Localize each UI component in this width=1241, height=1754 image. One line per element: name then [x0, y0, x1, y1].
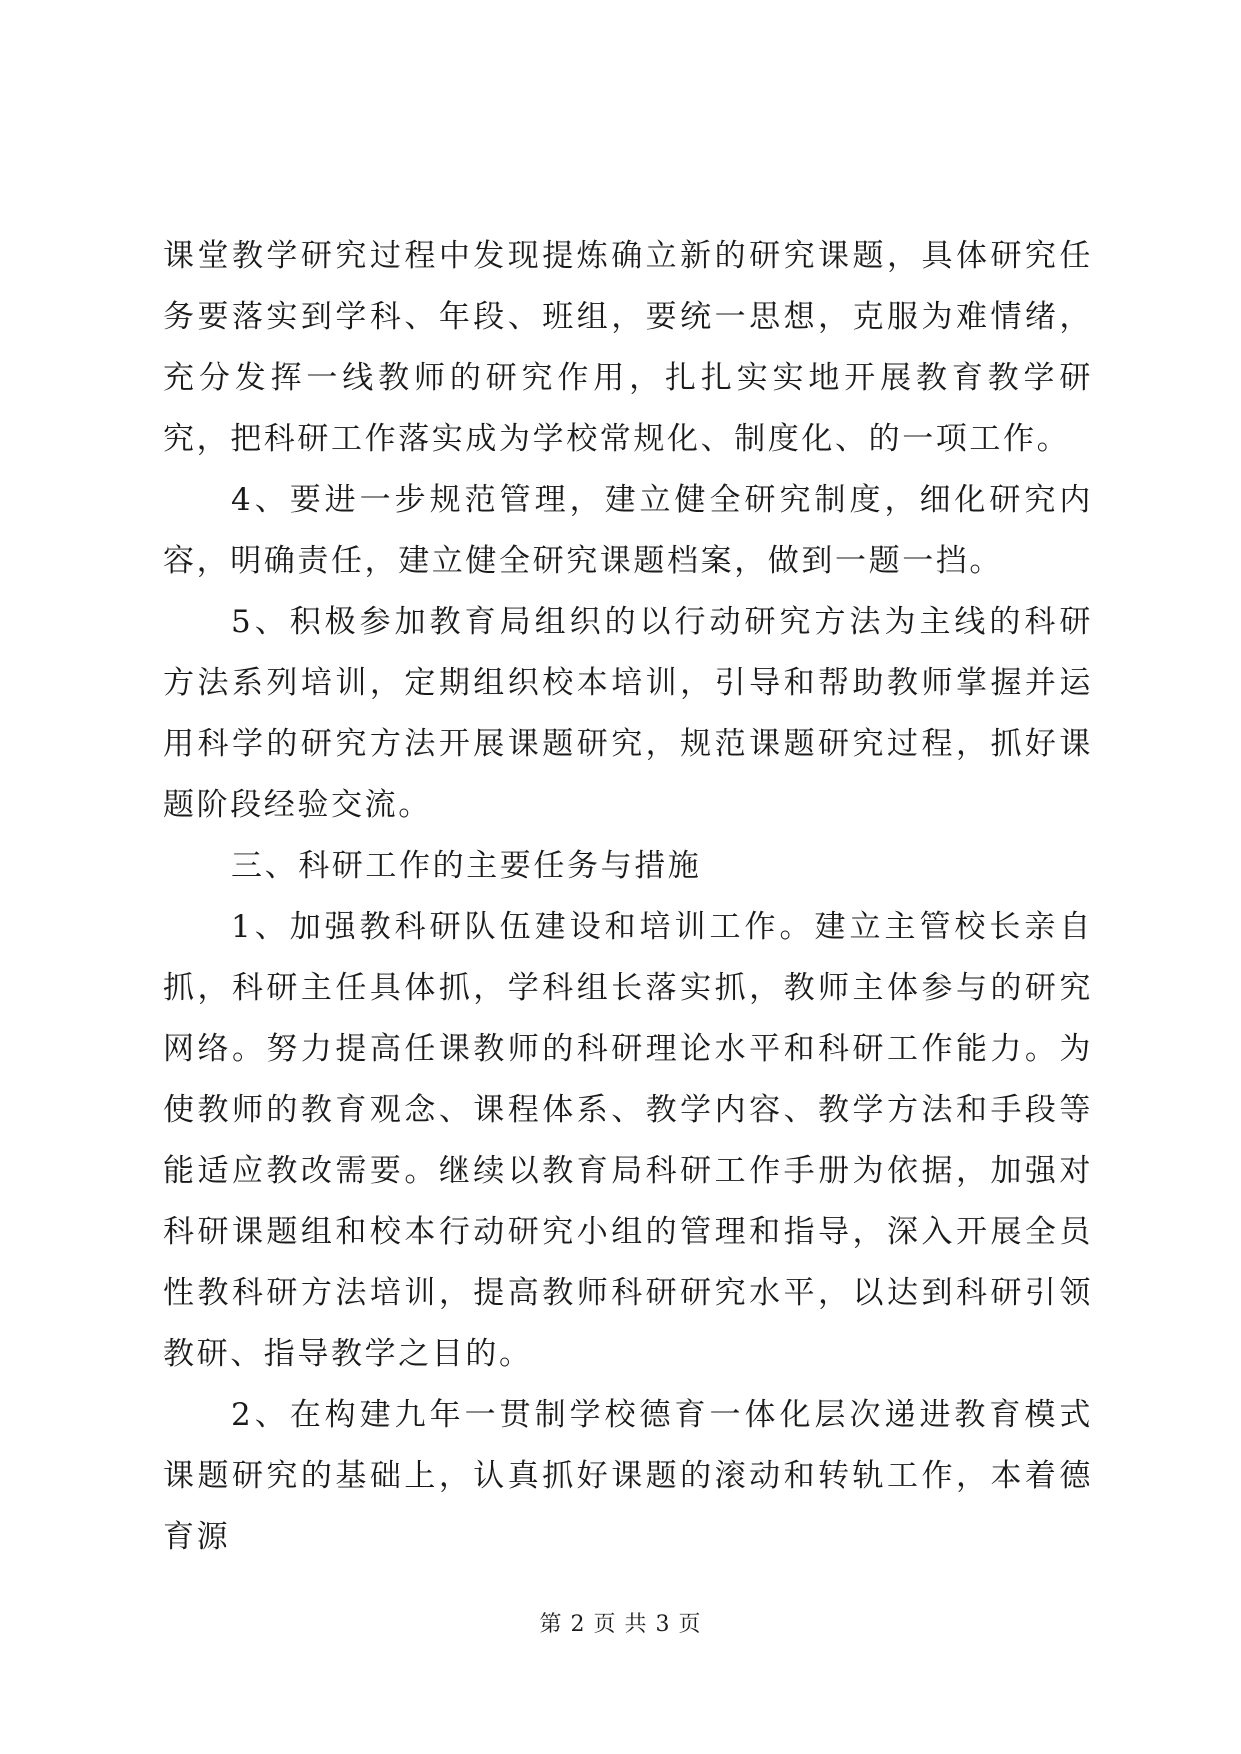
section-heading-3: 三、科研工作的主要任务与措施 [231, 848, 702, 884]
paragraph-item-5: 5、积极参加教育局组织的以行动研究方法为主线的科研方法系列培训，定期组织校本培训，引导和帮助教师掌握并运用科学的研究方法开展课题研究，规范课题研究过程，抓好课题阶段经验交流。 [163, 604, 1093, 823]
paragraph-item-4: 4、要进一步规范管理，建立健全研究制度，细化研究内容，明确责任，建立健全研究课题档案，做到一题一挡。 [163, 482, 1093, 579]
document-body [163, 226, 1093, 1568]
page-footer: 第 2 页 共 3 页 [539, 1612, 702, 1637]
paragraph-item-1: 1、加强教科研队伍建设和培训工作。建立主管校长亲自抓，科研主任具体抓，学科组长落实抓，教师主体参与的研究网络。努力提高任课教师的科研理论水平和科研工作能力。为使教师的教育观念、课程体系、教学内容、教学方法和手段等能适应教改需要。继续以教育局科研工作手册为依据，加强对科研课题组和校本行动研究小组的管理和指导，深入开展全员性教科研方法培训，提高教师科研研究水平，以达到科研引领教研、指导教学之目的。 [163, 909, 1093, 1372]
paragraph-item-2: 2、在构建九年一贯制学校德育一体化层次递进教育模式课题研究的基础上，认真抓好课题的滚动和转轨工作，本着德育源 [163, 1397, 1093, 1555]
paragraph-continuation: 课堂教学研究过程中发现提炼确立新的研究课题，具体研究任务要落实到学科、年段、班组，要统一思想，克服为难情绪，充分发挥一线教师的研究作用，扎扎实实地开展教育教学研究，把科研工作落实成为学校常规化、制度化、的一项工作。 [163, 238, 1093, 457]
